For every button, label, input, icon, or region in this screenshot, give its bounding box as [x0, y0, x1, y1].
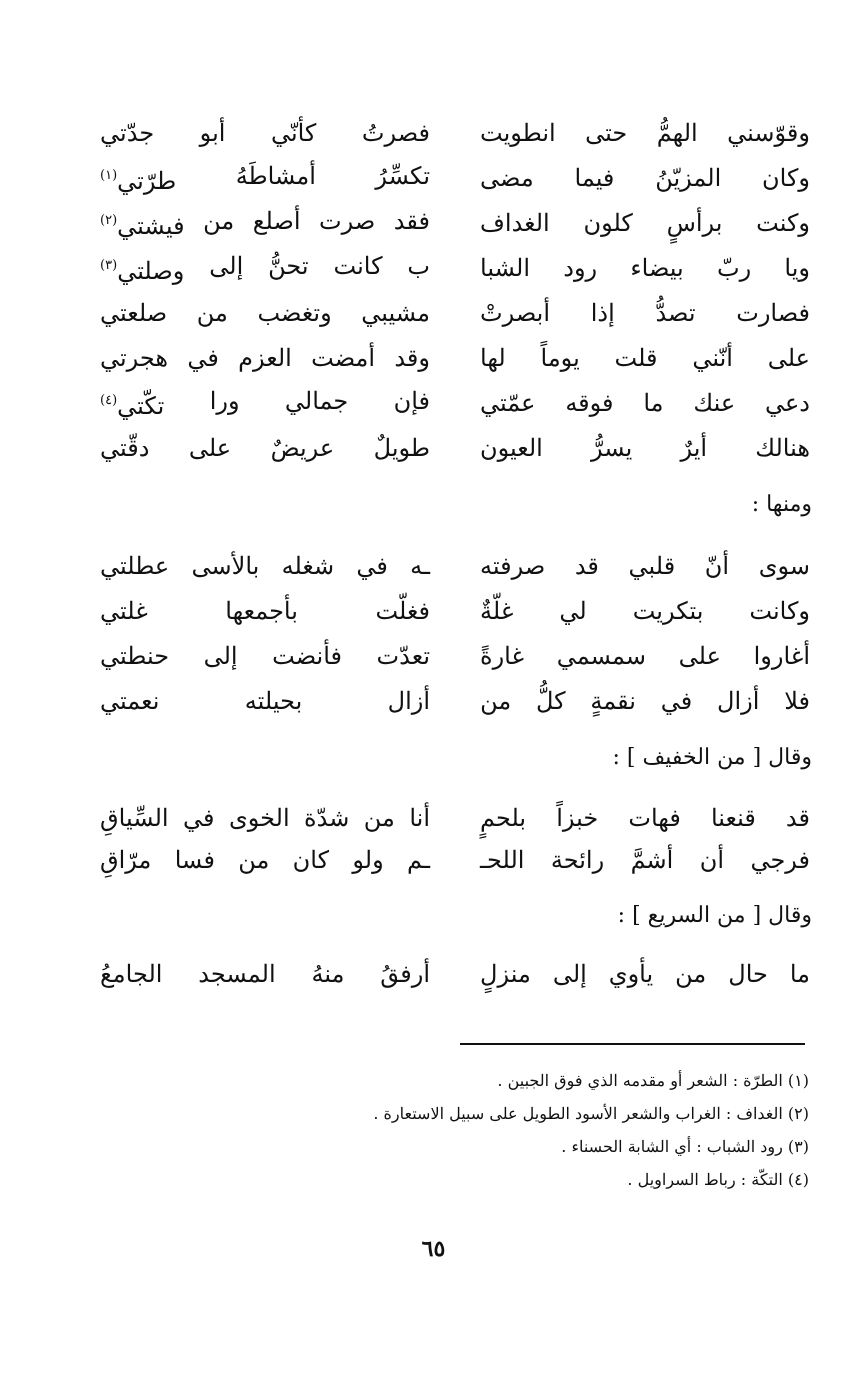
verse-word: فوقه — [565, 389, 614, 417]
first-hemistich — [480, 248, 810, 288]
verse-word: على — [678, 642, 721, 670]
verse-word: يوماً — [540, 344, 580, 372]
verse-word: مرّاقِ — [100, 846, 152, 874]
verse-word: حال — [728, 960, 768, 988]
first-hemistich — [480, 636, 810, 676]
verse-word: هجرتي — [100, 344, 169, 372]
verse-word: ما — [789, 960, 810, 988]
verse-word: فأنضت — [272, 642, 342, 670]
verse-word: كلون — [583, 209, 633, 237]
verse-word: غلّةٌ — [480, 597, 514, 625]
verse-word: الجامعُ — [100, 960, 163, 988]
verse-word: سوى — [758, 552, 810, 580]
verse-word: عطلتي — [100, 552, 170, 580]
verse-word: تصدُّ — [655, 299, 696, 327]
verse-word: نقمةٍ — [590, 687, 636, 715]
footnote-divider — [460, 1043, 805, 1045]
verse-word: ربّ — [716, 254, 752, 282]
verse-line — [95, 954, 810, 994]
verse-word: منهُ — [311, 960, 345, 988]
verse-word: أبصرتْ — [480, 299, 551, 327]
verse-word: فسا — [174, 846, 215, 874]
verse-word: فصارت — [736, 299, 810, 327]
verse-word: بيضاء — [630, 254, 684, 282]
verse-line — [95, 248, 810, 288]
verse-word: منزلٍ — [480, 960, 531, 988]
verse-word: العيون — [480, 434, 543, 462]
footnote: (٤) التكّة : رباط السراويل . — [627, 1170, 809, 1189]
footnote-marker: (٤) — [100, 392, 118, 408]
first-hemistich — [480, 203, 810, 243]
verse-word: أزال — [387, 687, 430, 715]
verse-word: بالأسى — [191, 552, 260, 580]
verse-word: قلت — [614, 344, 658, 372]
verse-word: على — [188, 434, 232, 462]
verse-word: حتى — [585, 119, 628, 147]
verse-word: وصلتي$^{(٣)}$ — [100, 256, 185, 285]
verse-word: طويلٌ — [373, 434, 430, 462]
verse-word: رود — [563, 254, 598, 282]
verse-word: بتكريت — [632, 597, 704, 625]
verse-word: إلى — [552, 960, 587, 988]
verse-word: الهمُّ — [656, 119, 698, 147]
second-hemistich — [100, 246, 430, 291]
verse-word: على — [767, 344, 810, 372]
verse-word: وكنت — [756, 209, 810, 237]
second-hemistich — [100, 591, 430, 631]
verse-line — [95, 293, 810, 333]
verse-line — [95, 383, 810, 423]
first-hemistich — [480, 428, 810, 468]
verse-word: قلبي — [628, 552, 676, 580]
second-hemistich — [100, 156, 430, 201]
verse-word: أزال — [717, 687, 760, 715]
second-hemistich — [100, 681, 430, 721]
verse-word: وكان — [762, 164, 810, 192]
verse-word: أن — [699, 846, 725, 874]
verse-word: قد — [574, 552, 599, 580]
verse-line — [95, 546, 810, 586]
verse-word: من — [480, 687, 512, 715]
first-hemistich — [480, 158, 810, 198]
second-hemistich — [100, 798, 430, 838]
verse-line — [95, 636, 810, 676]
second-hemistich — [100, 381, 430, 426]
verse-word: فغلّت — [375, 597, 430, 625]
verse-line — [95, 591, 810, 631]
verse-line — [95, 158, 810, 198]
verse-word: في — [183, 804, 215, 832]
verse-word: صلعتي — [100, 299, 168, 327]
verse-word: وقد — [394, 344, 430, 372]
verse-word: نعمتي — [100, 687, 160, 715]
verse-word: جمالي — [284, 386, 349, 415]
second-hemistich — [100, 201, 430, 246]
verse-word: أرفقُ — [380, 960, 430, 988]
verse-word: في — [660, 687, 693, 715]
verse-word: ويا — [784, 254, 810, 282]
verse-word: إلى — [203, 642, 238, 670]
verse-word: أغاروا — [753, 642, 810, 670]
verse-word: فإن — [393, 386, 430, 415]
verse-line — [95, 840, 810, 880]
second-hemistich — [100, 636, 430, 676]
verse-word: أصلع — [252, 206, 301, 235]
verse-word: أنّ — [704, 552, 730, 580]
verse-word: من — [363, 804, 395, 832]
verse-word: يأوي — [608, 960, 654, 988]
verse-word: الشبا — [480, 254, 530, 282]
verse-line — [95, 681, 810, 721]
verse-word: شغله — [281, 552, 335, 580]
verse-word: بلحمٍ — [480, 804, 527, 832]
second-hemistich — [100, 546, 430, 586]
verse-line — [95, 798, 810, 838]
second-hemistich — [100, 338, 430, 378]
verse-word: اللحـ — [480, 846, 525, 874]
first-hemistich — [480, 383, 810, 423]
verse-word: عنك — [693, 389, 736, 417]
verse-word: الغداف — [480, 209, 550, 237]
verse-word: العزم — [238, 344, 292, 372]
verse-word: فلا — [784, 687, 810, 715]
second-hemistich — [100, 428, 430, 468]
verse-word: انطويت — [480, 119, 556, 147]
verse-word: برأسٍ — [666, 209, 723, 237]
verse-word: رائحة — [550, 846, 605, 874]
verse-word: غلتي — [100, 597, 148, 625]
verse-word: أيرٌ — [680, 434, 708, 462]
verse-word: جدّتي — [100, 119, 155, 147]
verse-word: تكّتي$^{(٤)}$ — [100, 391, 165, 420]
verse-word: بحيلته — [244, 687, 303, 715]
first-hemistich — [480, 954, 810, 994]
verse-word: تحنُّ — [268, 251, 309, 280]
first-hemistich — [480, 840, 810, 880]
first-hemistich — [480, 113, 810, 153]
verse-word: غارةً — [480, 642, 525, 670]
verse-word: السِّياقِ — [100, 804, 169, 832]
verse-word: أنا — [409, 804, 430, 832]
verse-word: من — [675, 960, 707, 988]
verse-word: كانت — [333, 251, 383, 280]
verse-word: تعدّت — [376, 642, 430, 670]
verse-word: وكانت — [749, 597, 810, 625]
verse-word: كأنّي — [270, 119, 317, 147]
second-hemistich — [100, 840, 430, 880]
verse-word: أشمَّ — [630, 846, 674, 874]
verse-word: سمسمي — [556, 642, 646, 670]
page-number: ٦٥ — [421, 1236, 446, 1262]
verse-word: صرفته — [480, 552, 546, 580]
verse-word: دعي — [764, 389, 810, 417]
verse-word: طرّتي$^{(١)}$ — [100, 166, 177, 195]
section-heading: ومنها : — [751, 492, 812, 517]
verse-word: قد — [785, 804, 810, 832]
verse-word: إذا — [590, 299, 615, 327]
verse-word: فيما — [574, 164, 615, 192]
second-hemistich — [100, 954, 430, 994]
verse-word: لي — [559, 597, 587, 625]
section-heading: وقال [ من الخفيف ] : — [612, 745, 812, 770]
verse-word: مضى — [480, 164, 534, 192]
verse-word: لها — [480, 344, 506, 372]
verse-word: عريضٌ — [270, 434, 335, 462]
footnote: (١) الطرّة : الشعر أو مقدمه الذي فوق الجبين . — [497, 1071, 809, 1090]
verse-word: دقّتي — [100, 434, 150, 462]
verse-word: إلى — [209, 251, 244, 280]
verse-word: بأجمعها — [225, 597, 298, 625]
first-hemistich — [480, 546, 810, 586]
verse-word: قنعنا — [710, 804, 756, 832]
first-hemistich — [480, 681, 810, 721]
verse-line — [95, 203, 810, 243]
verse-word: عمّتي — [480, 389, 536, 417]
verse-word: من — [196, 299, 228, 327]
verse-line — [95, 113, 810, 153]
verse-word: كلُّ — [535, 687, 566, 715]
verse-word: وقوّسني — [727, 119, 810, 147]
verse-word: من — [238, 846, 270, 874]
verse-word: في — [187, 344, 219, 372]
verse-word: ـم — [406, 846, 430, 874]
verse-word: ولو — [352, 846, 384, 874]
verse-word: فصرتُ — [361, 119, 430, 147]
verse-word: كان — [292, 846, 330, 874]
verse-word: في — [356, 552, 388, 580]
verse-word: صرت — [319, 206, 376, 235]
section-heading: وقال [ من السريع ] : — [617, 903, 812, 928]
verse-word: فقد — [393, 206, 430, 235]
verse-word: تكسِّرُ — [375, 161, 430, 190]
verse-word: أمشاطَهُ — [235, 161, 316, 190]
verse-word: خبزاً — [556, 804, 599, 832]
footnote: (٢) الغداف : الغراب والشعر الأسود الطويل على سبيل الاستعارة . — [373, 1104, 809, 1123]
second-hemistich — [100, 293, 430, 333]
verse-word: مشيبي — [361, 299, 430, 327]
verse-word: ورا — [209, 386, 240, 415]
verse-word: المزيّنُ — [655, 164, 722, 192]
verse-line — [95, 428, 810, 468]
verse-word: ب — [407, 251, 430, 280]
verse-word: المسجد — [198, 960, 276, 988]
verse-word: من — [203, 206, 235, 235]
verse-word: أنّني — [692, 344, 733, 372]
footnote-marker: (٢) — [100, 212, 118, 228]
verse-line — [95, 338, 810, 378]
verse-word: يسرُّ — [591, 434, 633, 462]
verse-word: أبو — [199, 119, 226, 147]
first-hemistich — [480, 338, 810, 378]
verse-word: الخوى — [228, 804, 290, 832]
verse-word: ما — [643, 389, 664, 417]
second-hemistich — [100, 113, 430, 153]
footnote-marker: (١) — [100, 167, 118, 183]
verse-word: حنطتي — [100, 642, 170, 670]
verse-word: شدّة — [304, 804, 350, 832]
verse-word: ـه — [410, 552, 430, 580]
first-hemistich — [480, 798, 810, 838]
verse-word: فرجي — [750, 846, 810, 874]
verse-word: وتغضب — [257, 299, 332, 327]
verse-word: أمضت — [311, 344, 376, 372]
verse-word: هنالك — [755, 434, 810, 462]
first-hemistich — [480, 293, 810, 333]
footnote-marker: (٣) — [100, 257, 118, 273]
first-hemistich — [480, 591, 810, 631]
verse-word: فيشتي$^{(٢)}$ — [100, 211, 185, 240]
footnote: (٣) رود الشباب : أي الشابة الحسناء . — [561, 1137, 809, 1156]
verse-word: فهات — [628, 804, 681, 832]
